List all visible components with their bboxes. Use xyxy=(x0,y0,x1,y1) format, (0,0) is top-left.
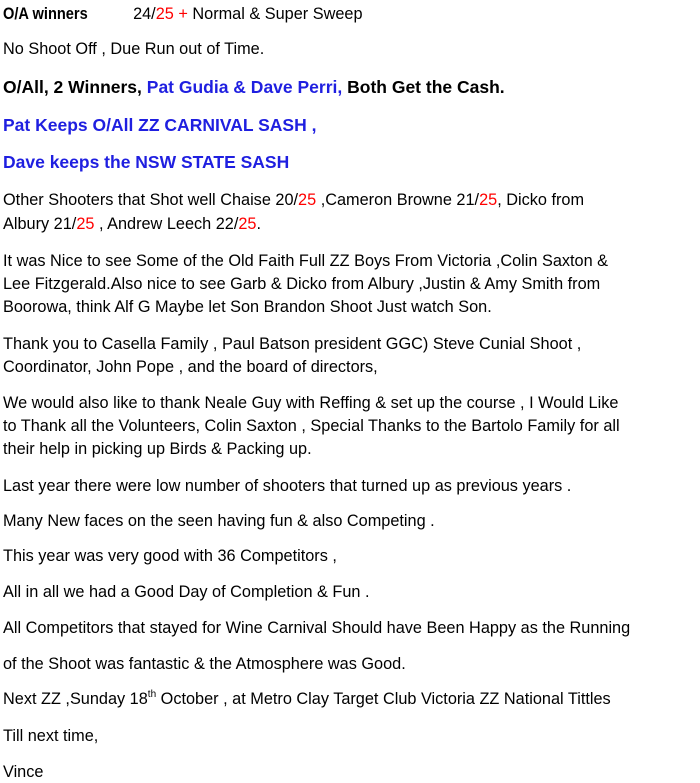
pat-sash-line: Pat Keeps O/All ZZ CARNIVAL SASH , xyxy=(3,115,317,135)
next-event-date: Next ZZ ,Sunday 18 xyxy=(3,690,148,708)
score-max: 25 xyxy=(76,215,95,233)
wine-carnival-line-2: of the Shoot was fantastic & the Atmosphere was Good. xyxy=(3,655,406,673)
winners-line xyxy=(3,78,505,98)
signoff: Vince xyxy=(3,763,44,781)
page-title: O/A winners xyxy=(3,4,88,23)
dave-sash-line: Dave keeps the NSW STATE SASH xyxy=(3,152,290,172)
other-shooters-line-1 xyxy=(3,191,584,211)
ordinal-suffix: th xyxy=(147,689,157,700)
nice-paragraph-line-2: Lee Fitzgerald.Also nice to see Garb & Dicko from Albury ,Justin & Amy Smith from xyxy=(3,275,601,293)
other-shooters-line-2 xyxy=(3,215,261,235)
next-event-line xyxy=(3,690,611,710)
thanks-paragraph-line-2: Coordinator, John Pope , and the board of directors, xyxy=(3,358,378,376)
other-shooters-text: Albury 21/ xyxy=(3,215,77,233)
winners-names: Pat Gudia & Dave Perri, xyxy=(146,77,343,97)
score-max: 25 xyxy=(479,191,498,209)
header-event: Normal & Super Sweep xyxy=(187,5,363,23)
also-paragraph-line-1: We would also like to thank Neale Guy with Reffing & set up the course , I Would Like xyxy=(3,394,619,412)
last-year-line: Last year there were low number of shooters that turned up as previous years . xyxy=(3,477,572,495)
winners-label: O/All, 2 Winners, xyxy=(3,77,147,97)
other-shooters-text: , Dicko from xyxy=(497,191,585,209)
till-next-time-line: Till next time, xyxy=(3,727,99,745)
new-faces-line: Many New faces on the seen having fun & also Competing . xyxy=(3,512,435,530)
all-in-all-line: All in all we had a Good Day of Completion & Fun . xyxy=(3,583,370,601)
header-score-max: 25 + xyxy=(155,5,188,23)
score-max: 25 xyxy=(298,191,317,209)
this-year-line: This year was very good with 36 Competitors , xyxy=(3,547,337,565)
nice-paragraph-line-3: Boorowa, think Alf G Maybe let Son Brandon Shoot Just watch Son. xyxy=(3,298,492,316)
other-shooters-text: ,Cameron Browne 21/ xyxy=(316,191,480,209)
winners-prize: Both Get the Cash. xyxy=(342,77,505,97)
thanks-paragraph-line-1: Thank you to Casella Family , Paul Batson president GGC) Steve Cunial Shoot , xyxy=(3,335,582,353)
wine-carnival-line-1: All Competitors that stayed for Wine Carnival Should have Been Happy as the Running xyxy=(3,619,631,637)
next-event-venue: October , at Metro Clay Target Club Victoria ZZ National Tittles xyxy=(156,690,611,708)
header-score: 24/ xyxy=(133,5,156,23)
also-paragraph-line-3: their help in picking up Birds & Packing up. xyxy=(3,440,312,458)
other-shooters-text: Other Shooters that Shot well Chaise 20/ xyxy=(3,191,299,209)
nice-paragraph-line-1: It was Nice to see Some of the Old Faith Full ZZ Boys From Victoria ,Colin Saxton & xyxy=(3,252,609,270)
score-max: 25 xyxy=(238,215,257,233)
other-shooters-text: , Andrew Leech 22/ xyxy=(94,215,239,233)
other-shooters-text: . xyxy=(256,215,262,233)
shootoff-note: No Shoot Off , Due Run out of Time. xyxy=(3,40,265,58)
also-paragraph-line-2: to Thank all the Volunteers, Colin Saxton , Special Thanks to the Bartolo Family for all xyxy=(3,417,620,435)
header-line xyxy=(3,4,363,24)
